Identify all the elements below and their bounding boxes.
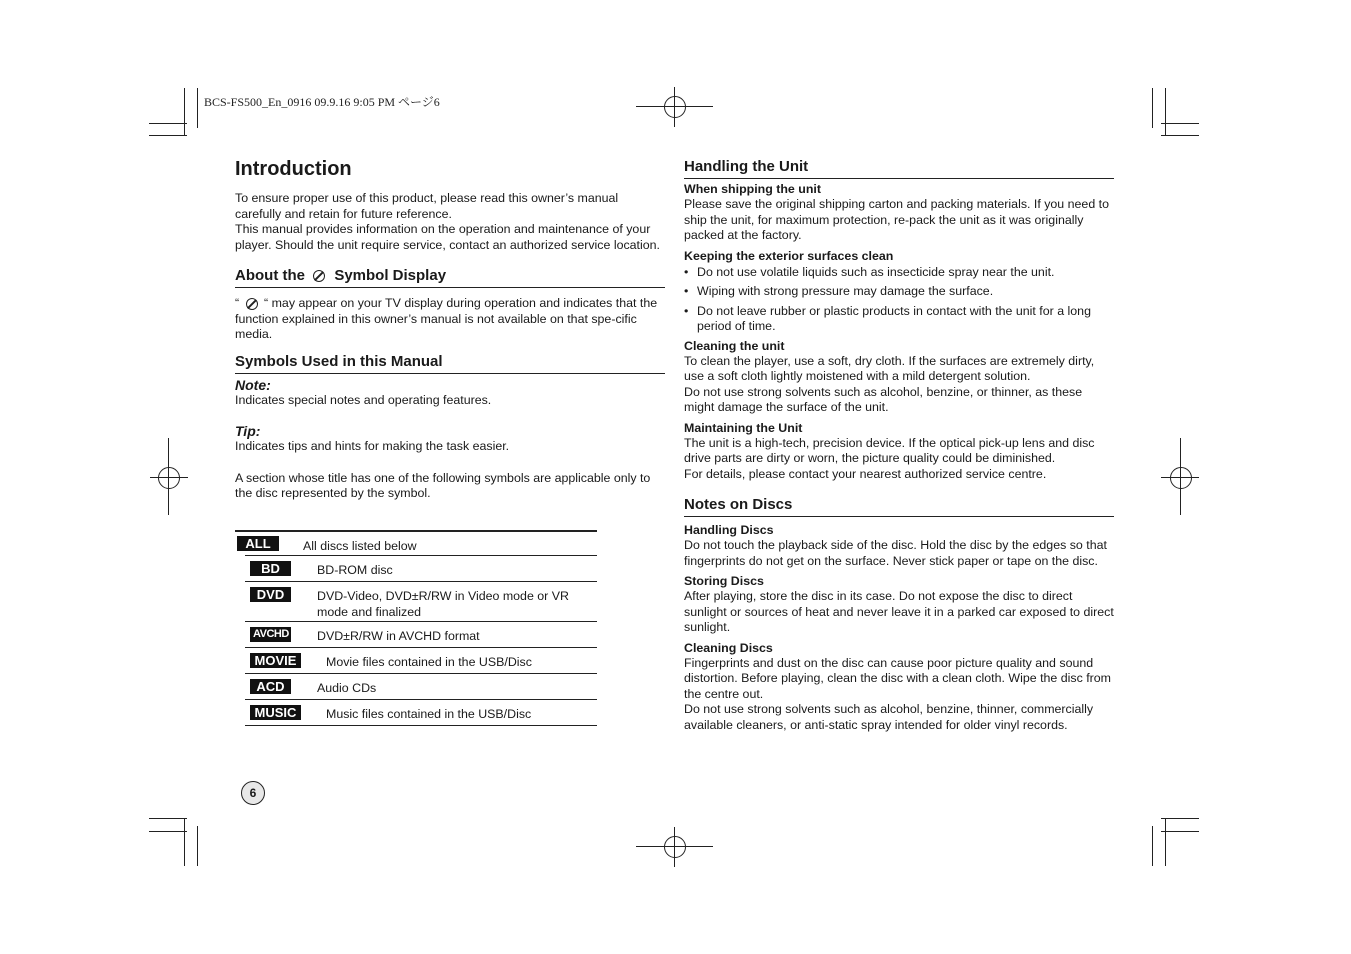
shipping-text: Please save the original shipping carton and packing materials. If you need to ship the unit, for maximum protection, re-pack the unit as it was originally packed at the factory. — [684, 197, 1109, 242]
about-symbol-text — [235, 296, 665, 343]
list-item: • Do not leave rubber or plastic products in contact with the unit for a long period of time. — [684, 304, 1114, 335]
list-item: • Wiping with strong pressure may damage the surface. — [684, 284, 1114, 300]
symbol-desc: DVD-Video, DVD±R/RW in Video mode or VR mode and finalized — [317, 589, 569, 619]
maintaining-text-2: For details, please contact your nearest authorized service centre. — [684, 466, 1047, 481]
list-item: • Do not use volatile liquids such as insecticide spray near the unit. — [684, 265, 1114, 281]
right-column — [684, 158, 1114, 733]
badge-movie: MOVIE — [250, 653, 301, 668]
page-title: Introduction — [235, 158, 352, 180]
symbol-desc: DVD±R/RW in AVCHD format — [317, 629, 480, 643]
about-symbol-body: “ may appear on your TV display during operation and indicates that the function explained in this owner’s manual is not available on that spe-cific media. — [235, 296, 658, 341]
about-heading-post: Symbol Display — [334, 267, 447, 284]
maintaining-heading: Maintaining the Unit — [684, 420, 803, 435]
storing-discs-heading: Storing Discs — [684, 574, 764, 588]
exterior-list — [684, 265, 1114, 335]
storing-discs-text: After playing, store the disc in its case. Do not expose the disc to direct sunlight or sources of heat and never leave it in a parked car exposed to direct sunlight. — [684, 589, 1114, 634]
note-label: Note: — [235, 376, 271, 393]
symbol-desc: All discs listed below — [303, 539, 417, 553]
badge-acd: ACD — [250, 679, 291, 694]
page-number: 6 — [241, 781, 265, 805]
exterior-heading: Keeping the exterior surfaces clean — [684, 248, 894, 263]
print-header: BCS-FS500_En_0916 09.9.16 9:05 PM ページ6 — [204, 95, 440, 109]
cleaning-unit-heading: Cleaning the unit — [684, 338, 785, 353]
tip-label: Tip: — [235, 422, 261, 439]
symbols-heading: Symbols Used in this Manual — [235, 353, 665, 374]
intro-paragraph-2: This manual provides information on the operation and maintenance of your player. Should the unit require service, contact an authorized service location. — [235, 222, 660, 252]
symbol-desc: Audio CDs — [317, 681, 377, 695]
cleaning-text-1: To clean the player, use a soft, dry cloth. If the surfaces are extremely dirty, use a soft cloth lightly moistened with a mild detergent solution. — [684, 353, 1095, 383]
symbol-row — [245, 583, 597, 622]
shipping-heading: When shipping the unit — [684, 182, 821, 196]
symbol-row — [245, 701, 597, 726]
cleaning-text-2: Do not use strong solvents such as alcohol, benzine, or thinner, as these might damage the surface of the unit. — [684, 384, 1083, 414]
symbol-row — [245, 675, 597, 700]
badge-all: ALL — [237, 536, 279, 551]
symbol-desc: Music files contained in the USB/Disc — [326, 707, 532, 721]
symbol-desc: Movie files contained in the USB/Disc — [326, 655, 532, 669]
prohibit-icon — [313, 270, 325, 282]
badge-dvd: DVD — [250, 587, 291, 602]
symbol-row — [245, 649, 597, 674]
badge-bd: BD — [250, 561, 291, 576]
handling-discs-heading: Handling Discs — [684, 523, 774, 537]
quote-open: “ — [235, 296, 240, 310]
tip-text: Indicates tips and hints for making the task easier. — [235, 439, 510, 453]
maintaining-text-1: The unit is a high-tech, precision device. If the optical pick-up lens and disc drive parts are dirty or worn, the picture quality could be diminished. — [684, 435, 1095, 465]
handling-discs-text: Do not touch the playback side of the disc. Hold the disc by the edges so that fingerprints do not get on the surface. Never stick paper or tape on the disc. — [684, 538, 1107, 568]
badge-music: MUSIC — [250, 705, 301, 720]
prohibit-icon-inline — [246, 298, 258, 310]
intro-paragraph-1: To ensure proper use of this product, please read this owner’s manual carefully and retain for future reference. — [235, 191, 619, 221]
about-heading-pre: About the — [235, 267, 305, 284]
section-symbols-text: A section whose title has one of the following symbols are applicable only to the disc represented by the symbol. — [235, 470, 651, 500]
handling-unit-heading: Handling the Unit — [684, 158, 1114, 179]
cleaning-discs-text-1: Fingerprints and dust on the disc can cause poor picture quality and sound distortion. Before playing, clean the disc with a clean cloth. Wipe the disc from the centre out. — [684, 655, 1111, 701]
symbols-table — [235, 530, 597, 725]
cleaning-discs-heading: Cleaning Discs — [684, 640, 773, 655]
symbol-desc: BD-ROM disc — [317, 563, 393, 577]
about-symbol-heading — [235, 267, 665, 288]
note-text: Indicates special notes and operating features. — [235, 393, 492, 407]
symbol-row — [245, 623, 597, 648]
left-column — [235, 157, 665, 502]
badge-avchd: AVCHD — [250, 627, 291, 642]
notes-on-discs-heading: Notes on Discs — [684, 496, 1114, 517]
cleaning-discs-text-2: Do not use strong solvents such as alcohol, benzine, thinner, commercially available cleaners, or anti-static spray intended for older vinyl records. — [684, 702, 1094, 732]
symbol-row — [245, 533, 597, 556]
symbol-row — [245, 557, 597, 582]
